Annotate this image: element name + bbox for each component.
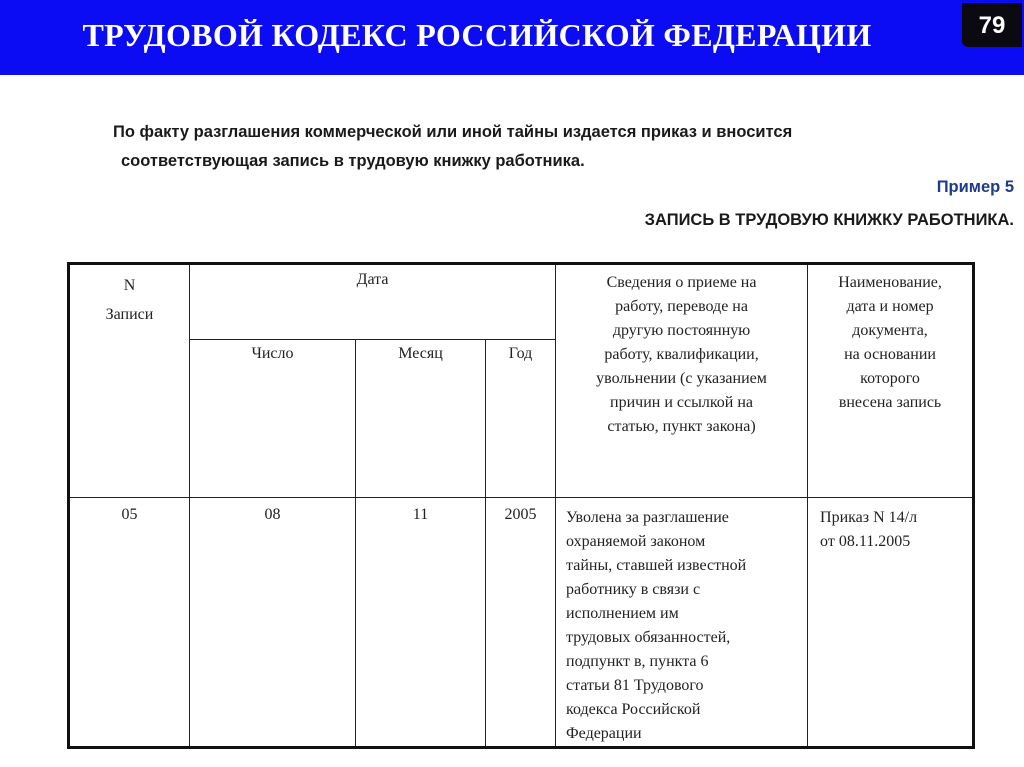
cell-month: 11: [356, 498, 486, 748]
header-day: Число: [190, 340, 356, 498]
intro-line-2: соответствующая запись в трудовую книжку работника.: [121, 152, 585, 170]
slide-title: ТРУДОВОЙ КОДЕКС РОССИЙСКОЙ ФЕДЕРАЦИИ: [82, 17, 872, 53]
cell-info: Уволена за разглашение охраняемой законом тайны, ставшей известной работнику в связи с исполнением им трудовых обязанностей, подпункт в, пункта 6 статьи 81 Трудового кодекса Российской Федерации: [556, 498, 808, 748]
intro-paragraph: [113, 118, 973, 176]
page-number-badge: 79: [962, 3, 1022, 47]
header-document: Наименование, дата и номер документа, на основании которого внесена запись: [808, 264, 974, 498]
header-entry-number: N Записи: [69, 264, 190, 498]
cell-year: 2005: [486, 498, 556, 748]
example-label: Пример 5: [936, 178, 1014, 196]
example-title: ЗАПИСЬ В ТРУДОВУЮ КНИЖКУ РАБОТНИКА.: [644, 211, 1014, 229]
cell-entry-number: 05: [69, 498, 190, 748]
header-month: Месяц: [356, 340, 486, 498]
header-date: Дата: [190, 264, 556, 340]
header-year: Год: [486, 340, 556, 498]
intro-line-1: По факту разглашения коммерческой или иной тайны издается приказ и вносится: [113, 123, 793, 141]
cell-day: 08: [190, 498, 356, 748]
table-row: [69, 498, 974, 748]
work-book-table: [67, 262, 975, 749]
header-info: Сведения о приеме на работу, переводе на другую постоянную работу, квалификации, увольнении (с указанием причин и ссылкой на статью, пункт закона): [556, 264, 808, 498]
cell-document: Приказ N 14/л от 08.11.2005: [808, 498, 974, 748]
